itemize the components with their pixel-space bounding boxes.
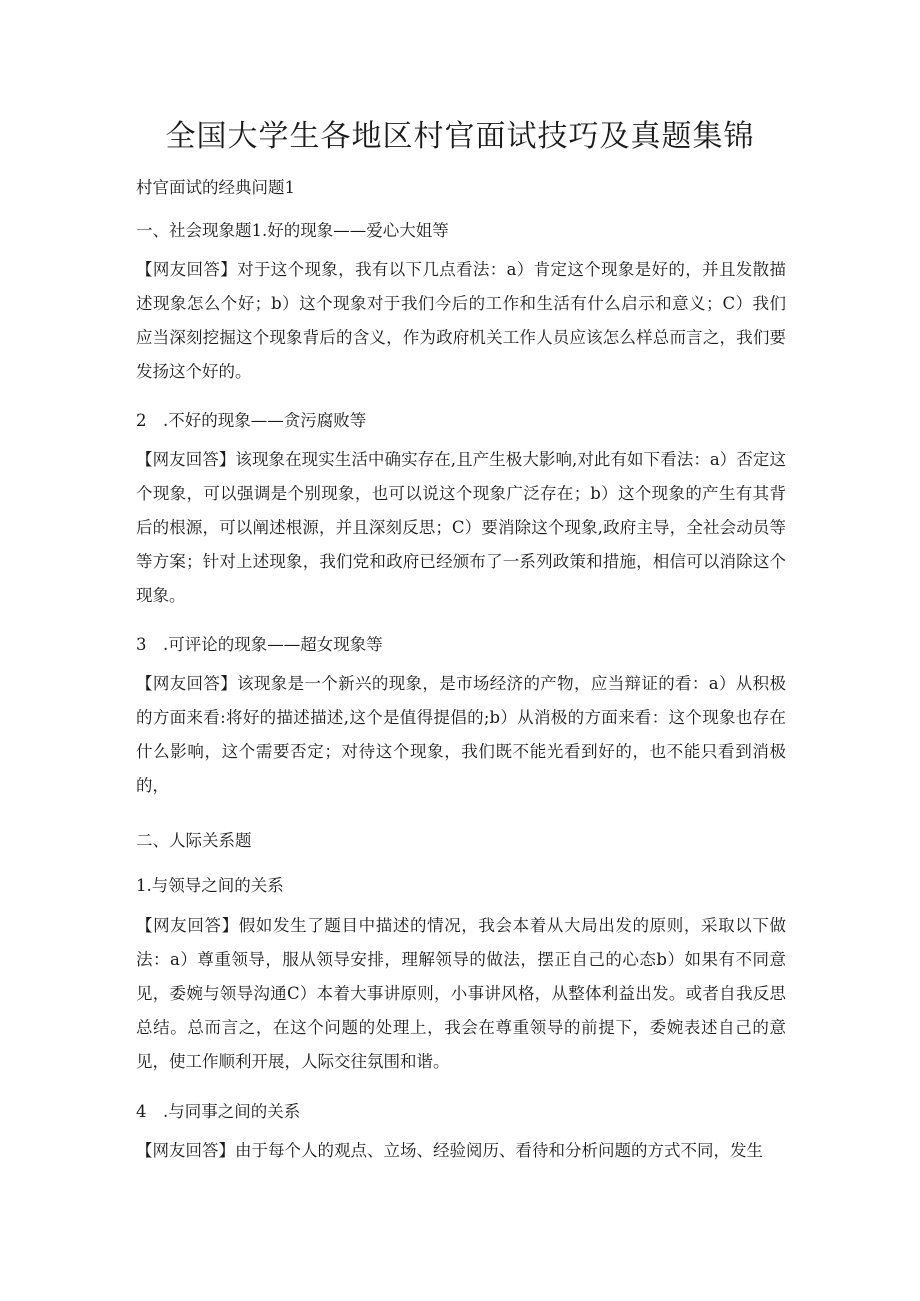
- answer-paragraph: 【网友回答】假如发生了题目中描述的情况，我会本着从大局出发的原则，采取以下做法：a）尊重领导，服从领导安排，理解领导的做法，摆正自己的心态b）如果有不同意见，委婉与领导沟通C）本着大事讲原则，小事讲风格，从整体利益出发。或者自我反思总结。总而言之，在这个问题的处理上，我会在尊重领导的前提下，委婉表述自己的意见，使工作顺利开展，人际交往氛围和谐。: [136, 916, 786, 1071]
- question-item: 2 .不好的现象——贪污腐败等: [136, 411, 367, 430]
- subtitle: 村官面试的经典问题1: [136, 178, 295, 197]
- answer-paragraph: 【网友回答】该现象在现实生活中确实存在,且产生极大影响,对此有如下看法：a）否定这个现象，可以强调是个别现象，也可以说这个现象广泛存在；b）这个现象的产生有其背后的根源，可以阐述根源，并且深刻反思；C）要消除这个现象,政府主导，全社会动员等等方案；针对上述现象，我们党和政府已经颁布了一系列政策和措施，相信可以消除这个现象。: [136, 450, 786, 605]
- section-heading-relations: 二、人际关系题: [136, 831, 252, 850]
- answer-paragraph: 【网友回答】由于每个人的观点、立场、经验阅历、看待和分析问题的方式不同，发生: [136, 1141, 763, 1160]
- question-item: 4 .与同事之间的关系: [136, 1102, 301, 1121]
- answer-paragraph: 【网友回答】该现象是一个新兴的现象，是市场经济的产物，应当辩证的看：a）从积极的方面来看:将好的描述描述,这个是值得提倡的;b）从消极的方面来看：这个现象也存在什么影响，这个需要否定；对待这个现象，我们既不能光看到好的，也不能只看到消极的，: [136, 674, 786, 795]
- question-item: 3 .可评论的现象——超女现象等: [136, 635, 383, 654]
- question-item: 1.与领导之间的关系: [136, 876, 284, 895]
- page-title: 全国大学生各地区村官面试技巧及真题集锦: [165, 119, 755, 154]
- answer-paragraph: 【网友回答】对于这个现象，我有以下几点看法：a）肯定这个现象是好的，并且发散描述现象怎么个好；b）这个现象对于我们今后的工作和生活有什么启示和意义；C）我们应当深刻挖掘这个现象背后的含义，作为政府机关工作人员应该怎么样总而言之，我们要发扬这个好的。: [136, 260, 786, 381]
- section-heading-social: 一、社会现象题1.好的现象——爱心大姐等: [136, 221, 449, 240]
